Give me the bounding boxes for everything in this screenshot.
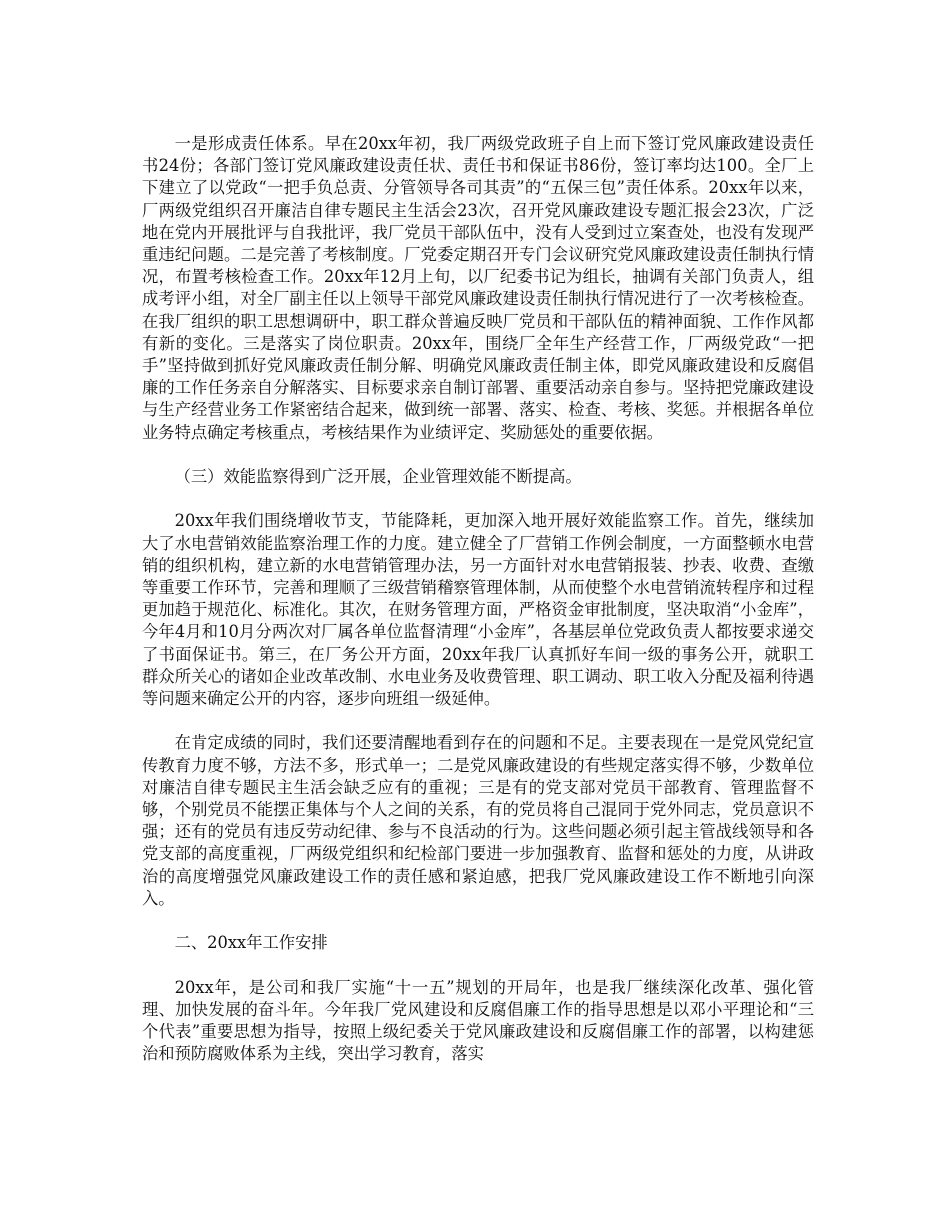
section-heading-work-plan: 二、20xx年工作安排 xyxy=(174,933,328,953)
section-heading-efficiency-supervision: （三）效能监察得到广泛开展，企业管理效能不断提高。 xyxy=(174,467,582,487)
paragraph-efficiency-supervision: 20xx年我们围绕增收节支，节能降耗，更加深入地开展好效能监察工作。首先，继续加大了水电营销效能监察治理工作的力度。建立健全了厂营销工作例会制度，一方面整顿水电营销的组织机构，建立新的水电营销管理办法，另一方面针对水电营销报装、抄表、收费、查缴等重要工作环节，完善和理顺了三级营销稽察管理体制，从而使整个水电营销流转程序和过程更加趋于规范化、标准化。其次，在财务管理方面，严格资金审批制度，坚决取消“小金库”，今年4月和10月分两次对厂属各单位监督清理“小金库”，各基层单位党政负责人都按要求递交了书面保证书。第三，在厂务公开方面，20xx年我厂认真抓好车间一级的事务公开，就职工群众所关心的诸如企业改革改制、水电业务及收费管理、职工调动、职工收入分配及福利待遇等问题来确定公开的内容，逐步向班组一级延伸。 xyxy=(142,511,814,709)
paragraph-responsibility-system: 一是形成责任体系。早在20xx年初，我厂两级党政班子自上而下签订党风廉政建设责任书24份；各部门签订党风廉政建设责任状、责任书和保证书86份，签订率均达100。全厂上下建立了以党政“一把手负总责、分管领导各司其责”的“五保三包”责任体系。20xx年以来，厂两级党组织召开廉洁自律专题民主生活会23次，召开党风廉政建设专题汇报会23次，广泛地在党内开展批评与自我批评，我厂党员干部队伍中，没有人受到过立案查处，也没有发现严重违纪问题。二是完善了考核制度。厂党委定期召开专门会议研究党风廉政建设责任制执行情况，布置考核检查工作。20xx年12月上旬，以厂纪委书记为组长，抽调有关部门负责人，组成考评小组，对全厂副主任以上领导干部党风廉政建设责任制执行情况进行了一次考核检查。在我厂组织的职工思想调研中，职工群众普遍反映厂党员和干部队伍的精神面貌、工作作风都有新的变化。三是落实了岗位职责。20xx年，围绕厂全年生产经营工作，厂两级党政“一把手”坚持做到抓好党风廉政责任制分解、明确党风廉政责任制主体，即党风廉政建设和反腐倡廉的工作任务亲自分解落实、目标要求亲自制订部署、重要活动亲自参与。坚持把党廉政建设与生产经营业务工作紧密结合起来，做到统一部署、落实、检查、考核、奖惩。并根据各单位业务特点确定考核重点，考核结果作为业绩评定、奖励惩处的重要依据。 xyxy=(142,134,814,442)
document-body xyxy=(142,133,814,1088)
paragraph-work-plan: 20xx年，是公司和我厂实施“十一五”规划的开局年，也是我厂继续深化改革、强化管理、加快发展的奋斗年。今年我厂党风建设和反腐倡廉工作的指导思想是以邓小平理论和“三个代表”重要思想为指导，按照上级纪委关于党风廉政建设和反腐倡廉工作的部署，以构建惩治和预防腐败体系为主线，突出学习教育，落实 xyxy=(142,977,814,1064)
paragraph-problems: 在肯定成绩的同时，我们还要清醒地看到存在的问题和不足。主要表现在一是党风党纪宣传教育力度不够，方法不多，形式单一；二是党风廉政建设的有些规定落实得不够，少数单位对廉洁自律专题民主生活会缺乏应有的重视；三是有的党支部对党员干部教育、管理监督不够，个别党员不能摆正集体与个人之间的关系，有的党员将自己混同于党外同志，党员意识不强；还有的党员有违反劳动纪律、参与不良活动的行为。这些问题必须引起主管战线领导和各党支部的高度重视，厂两级党组织和纪检部门要进一步加强教育、监督和惩处的力度，从讲政治的高度增强党风廉政建设工作的责任感和紧迫感，把我厂党风廉政建设工作不断地引向深入。 xyxy=(142,733,814,908)
